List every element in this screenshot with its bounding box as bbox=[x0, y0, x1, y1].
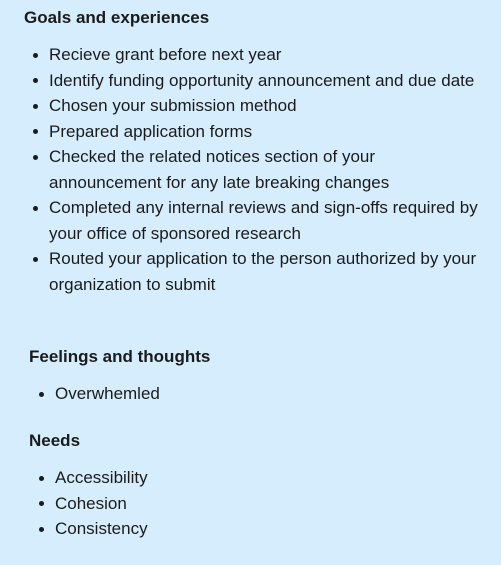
needs-title: Needs bbox=[29, 431, 81, 450]
list-item: Accessibility bbox=[55, 465, 501, 491]
list-item: Prepared application forms bbox=[49, 119, 481, 145]
list-item: Identify funding opportunity announcement and due date bbox=[49, 68, 481, 94]
list-item: Routed your application to the person authorized by your organization to submit bbox=[49, 246, 481, 297]
goals-title: Goals and experiences bbox=[24, 8, 210, 27]
list-item: Overwhemled bbox=[55, 381, 501, 407]
goals-section bbox=[0, 7, 501, 297]
list-item: Completed any internal reviews and sign-offs required by your office of sponsored research bbox=[49, 195, 481, 246]
needs-list bbox=[0, 465, 501, 542]
list-item: Checked the related notices section of your announcement for any late breaking changes bbox=[49, 144, 481, 195]
needs-section bbox=[0, 430, 501, 542]
list-item: Recieve grant before next year bbox=[49, 42, 481, 68]
goals-list bbox=[0, 42, 501, 297]
feelings-title: Feelings and thoughts bbox=[29, 347, 211, 366]
list-item: Cohesion bbox=[55, 491, 501, 517]
list-item: Consistency bbox=[55, 516, 501, 542]
feelings-list bbox=[0, 381, 501, 407]
list-item: Chosen your submission method bbox=[49, 93, 481, 119]
feelings-section bbox=[0, 346, 501, 407]
